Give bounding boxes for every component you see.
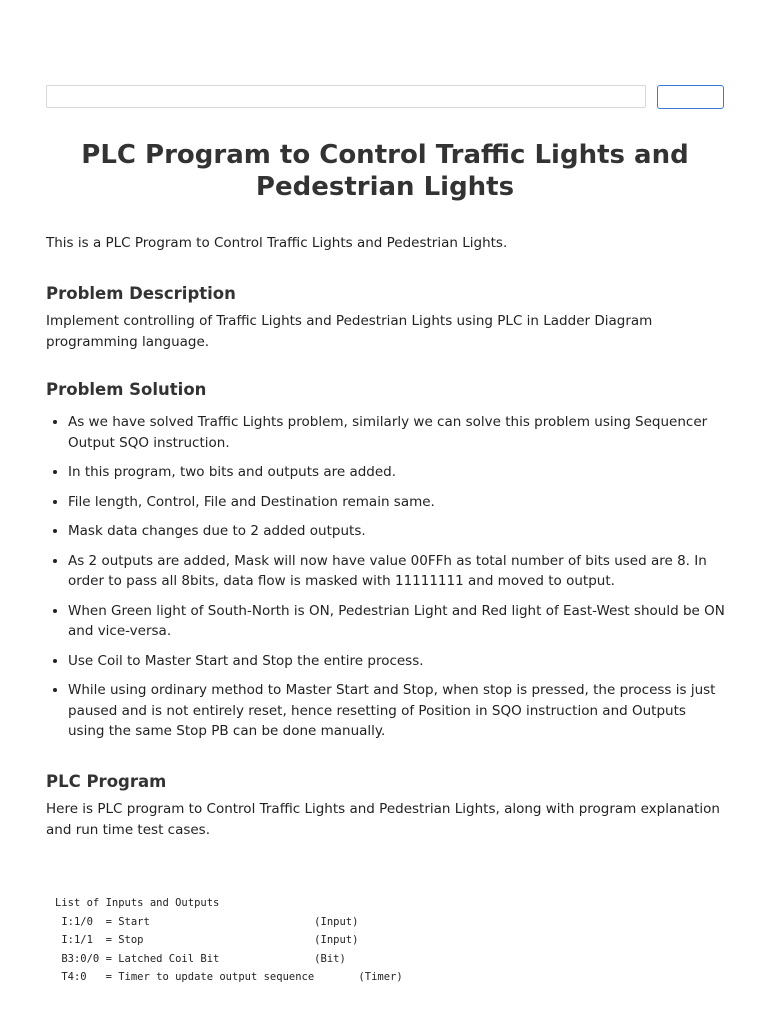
list-item: • Mask data changes due to 2 added outputs. [68, 521, 726, 542]
code-block: List of Inputs and Outputs I:1/0 = Start (Input) I:1/1 = Stop (Input) B3:0/0 = Latched Coil Bit (Bit) T4:0 = Timer to update output sequence (Timer) [55, 897, 403, 983]
intro-text: This is a PLC Program to Control Traffic Lights and Pedestrian Lights. [46, 235, 508, 251]
list-item: • As we have solved Traffic Lights problem, similarly we can solve this problem using Sequencer Output SQO instruction. [68, 412, 726, 453]
problem-solution-heading: Problem Solution [46, 380, 207, 399]
problem-description-heading: Problem Description [46, 284, 236, 303]
list-item: • Use Coil to Master Start and Stop the entire process. [68, 651, 726, 672]
search-button[interactable] [657, 85, 724, 109]
problem-description-text: Implement controlling of Traffic Lights and Pedestrian Lights using PLC in Ladder Diagram programming language. [46, 313, 653, 350]
search-input[interactable] [46, 85, 646, 108]
list-item: • In this program, two bits and outputs are added. [68, 462, 726, 483]
plc-program-text: Here is PLC program to Control Traffic Lights and Pedestrian Lights, along with program explanation and run time test cases. [46, 801, 720, 838]
list-item: • File length, Control, File and Destination remain same. [68, 492, 726, 513]
problem-solution-list [46, 412, 726, 751]
list-item: • As 2 outputs are added, Mask will now have value 00FFh as total number of bits used are 8. In order to pass all 8bits, data flow is masked with 11111111 and moved to output. [68, 551, 726, 592]
plc-program-heading: PLC Program [46, 772, 167, 791]
list-item: • When Green light of South-North is ON, Pedestrian Light and Red light of East-West should be ON and vice-versa. [68, 601, 726, 642]
list-item: • While using ordinary method to Master Start and Stop, when stop is pressed, the process is just paused and is not entirely reset, hence resetting of Position in SQO instruction and Outputs using the same Stop PB can be done manually. [68, 680, 726, 742]
page-title: PLC Program to Control Traffic Lights and Pedestrian Lights [81, 140, 689, 202]
